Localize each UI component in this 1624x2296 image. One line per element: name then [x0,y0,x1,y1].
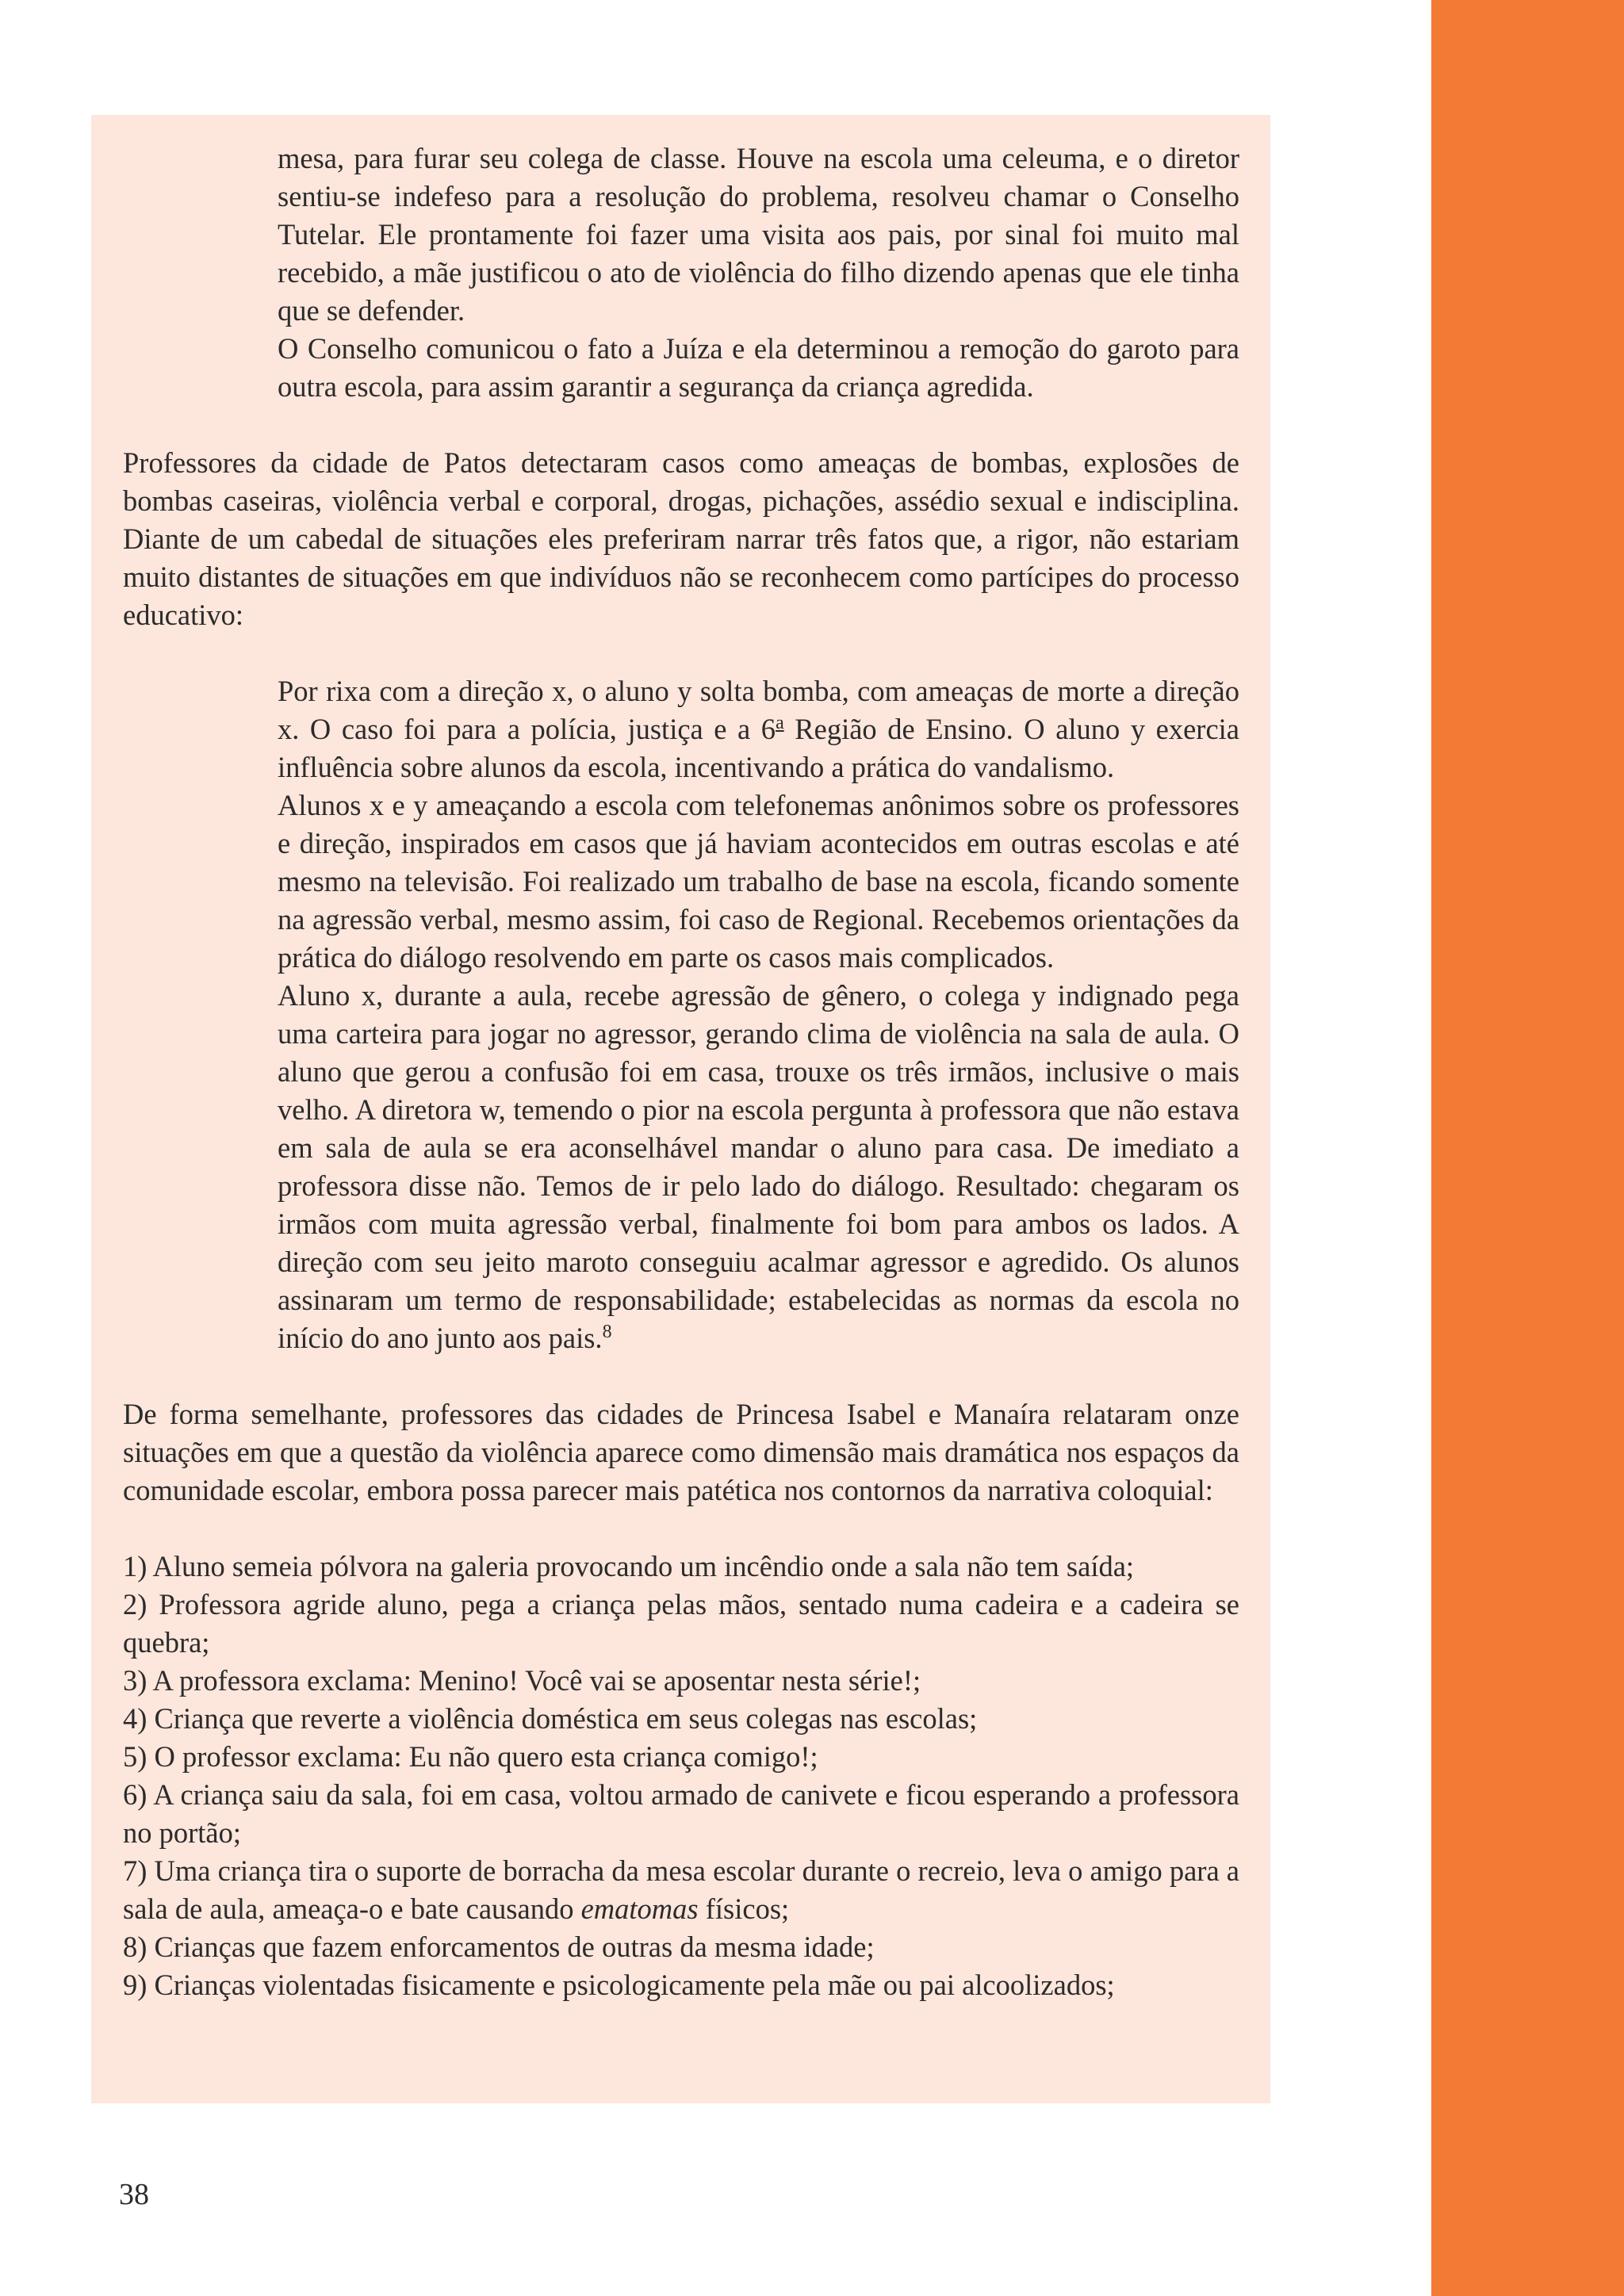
footnote-reference[interactable]: 8 [602,1321,612,1342]
list-item: 3) A professora exclama: Menino! Você vai se aposentar nesta série!; [123,1664,921,1697]
list-item: 2) Professora agride aluno, pega a criança pelas mãos, sentado numa cadeira e a cadeira se quebra; [123,1588,1239,1659]
list-item: 5) O professor exclama: Eu não quero esta criança comigo!; [123,1740,818,1773]
list-item: 1) Aluno semeia pólvora na galeria provocando um incêndio onde a sala não tem saída; [123,1550,1135,1582]
list-item: 8) Crianças que fazem enforcamentos de outras da mesma idade; [123,1931,875,1963]
situation-list [123,1548,1239,2004]
quote-paragraph: O Conselho comunicou o fato a Juíza e ela determinou a remoção do garoto para outra escola, para assim garantir a segurança da criança agredida. [278,332,1239,403]
quote-paragraph: Aluno x, durante a aula, recebe agressão de gênero, o colega y indignado pega uma carteira para jogar no agressor, gerando clima de violência na sala de aula. O aluno que gerou a confusão foi em casa, trouxe os três irmãos, inclusive o mais velho. A diretora w, temendo o pior na escola pergunta à professora que não estava em sala de aula se era aconselhável mandar o aluno para casa. De imediato a professora disse não. Temos de ir pelo lado do diálogo. Resultado: chegaram os irmãos com muita agressão verbal, finalmente foi bom para ambos os lados. A direção com seu jeito maroto conseguiu acalmar agressor e agredido. Os alunos assinaram um termo de responsabilidade; estabelecidas as normas da escola no início do ano junto aos pais.$^8$ [278,979,1239,1354]
list-item: 6) A criança saiu da sala, foi em casa, voltou armado de canivete e ficou esperando a professora no portão; [123,1778,1239,1849]
block-quote-1 [278,140,1239,406]
body-paragraph: Professores da cidade de Patos detectaram casos como ameaças de bombas, explosões de bombas caseiras, violência verbal e corporal, drogas, pichações, assédio sexual e indisciplina. Diante de um cabedal de situações eles preferiram narrar três fatos que, a rigor, não estariam muito distantes de situações em que indivíduos não se reconhecem como partícipes do processo educativo: [123,446,1239,631]
quote-paragraph: Por rixa com a direção x, o aluno y solta bomba, com ameaças de morte a direção x. O caso foi para a polícia, justiça e a 6$^a$ Região de Ensino. O aluno y exercia influência sobre alunos da escola, incentivando a prática do vandalismo. [278,675,1239,783]
block-quote-2 [278,672,1239,1357]
side-color-band [1431,0,1624,2296]
page-text [123,140,1239,2004]
page-number: 38 [119,2178,149,2211]
body-paragraph: De forma semelhante, professores das cidades de Princesa Isabel e Manaíra relataram onze situações em que a questão da violência aparece como dimensão mais dramática nos espaços da comunidade escolar, embora possa parecer mais patética nos contornos da narrativa coloquial: [123,1398,1239,1506]
quote-paragraph: mesa, para furar seu colega de classe. Houve na escola uma celeuma, e o diretor sentiu-se indefeso para a resolução do problema, resolveu chamar o Conselho Tutelar. Ele prontamente foi fazer uma visita aos pais, por sinal foi muito mal recebido, a mãe justificou o ato de violência do filho dizendo apenas que ele tinha que se defender. [278,142,1239,327]
quote-paragraph: Alunos x e y ameaçando a escola com telefonemas anônimos sobre os professores e direção, inspirados em casos que já haviam acontecidos em outras escolas e até mesmo na televisão. Foi realizado um trabalho de base na escola, ficando somente na agressão verbal, mesmo assim, foi caso de Regional. Recebemos orientações da prática do diálogo resolvendo em parte os casos mais complicados. [278,789,1239,974]
list-item: 7) Uma criança tira o suporte de borracha da mesa escolar durante o recreio, leva o amigo para a sala de aula, ameaça-o e bate causando ematomas físicos; [123,1854,1239,1925]
list-item: 4) Criança que reverte a violência doméstica em seus colegas nas escolas; [123,1702,978,1735]
list-item: 9) Crianças violentadas fisicamente e psicologicamente pela mãe ou pai alcoolizados; [123,1969,1115,2001]
